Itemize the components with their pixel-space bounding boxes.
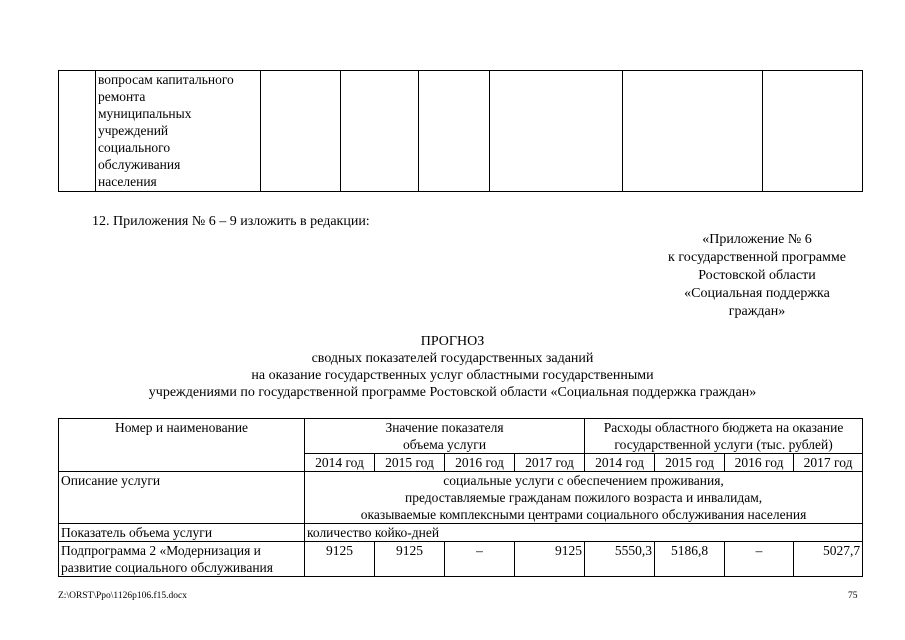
paragraph-12: 12. Приложения № 6 – 9 изложить в редакции: <box>92 214 370 229</box>
table-row <box>59 542 863 577</box>
service-desc-label: Описание услуги <box>59 472 305 524</box>
table-row <box>59 472 863 524</box>
document-heading <box>0 333 905 401</box>
service-desc <box>305 472 863 524</box>
table-cell <box>341 71 419 192</box>
subprogram-line: развитие социального обслуживания <box>61 560 273 575</box>
header-line: Расходы областного бюджета на оказание <box>603 420 844 435</box>
table-cell <box>261 71 341 192</box>
header-value <box>305 419 585 454</box>
subprogram-line: Подпрограмма 2 «Модернизация и <box>61 543 261 558</box>
value-cell: 9125 <box>305 542 375 577</box>
annex-line: к государственной программе <box>668 250 846 265</box>
table-cell <box>490 71 623 192</box>
year-cell: 2015 год <box>375 454 445 472</box>
year-cell: 2016 год <box>445 454 515 472</box>
header-expense <box>585 419 863 454</box>
year-cell: 2016 год <box>725 454 794 472</box>
year-cell: 2014 год <box>585 454 655 472</box>
table-cell <box>59 71 96 192</box>
cell-line: населения <box>98 174 157 189</box>
annex-line: «Приложение № 6 <box>702 232 812 247</box>
desc-line: предоставляемые гражданам пожилого возраста и инвалидам, <box>404 490 763 505</box>
cell-line: социального <box>98 140 171 155</box>
value-cell: – <box>445 542 515 577</box>
heading-line: учреждениями по государственной программе Ростовской области «Социальная поддержка граждан» <box>148 385 757 400</box>
header-line: Значение показателя <box>385 420 504 435</box>
annex-line: граждан» <box>728 304 786 319</box>
subprogram-label <box>59 542 305 577</box>
header-name: Номер и наименование <box>59 419 305 472</box>
value-cell: 5186,8 <box>655 542 725 577</box>
indicator-label: Показатель объема услуги <box>59 524 305 542</box>
value-cell: 5550,3 <box>585 542 655 577</box>
annex-line: «Социальная поддержка <box>684 286 830 301</box>
heading-line: сводных показателей государственных заданий <box>311 351 594 366</box>
table-row <box>59 524 863 542</box>
table-cell <box>623 71 763 192</box>
value-cell: 9125 <box>515 542 585 577</box>
page-number: 75 <box>848 591 858 601</box>
forecast-table <box>58 418 863 577</box>
footer-path: Z:\ORST\Ppo\1126p106.f15.docx <box>58 591 187 601</box>
year-cell: 2014 год <box>305 454 375 472</box>
table-cell <box>96 71 261 192</box>
heading-title: ПРОГНОЗ <box>420 334 485 349</box>
header-line: объема услуги <box>402 437 487 452</box>
cell-line: ремонта <box>98 89 146 104</box>
value-cell: 5027,7 <box>794 542 863 577</box>
table-header-row <box>59 419 863 454</box>
cell-line: муниципальных <box>98 106 192 121</box>
table-row <box>59 71 863 192</box>
annex-header <box>622 231 892 321</box>
indicator-value: количество койко-дней <box>305 524 863 542</box>
header-line: государственной услуги (тыс. рублей) <box>614 437 833 452</box>
heading-line: на оказание государственных услуг областными государственными <box>251 368 654 383</box>
desc-line: оказываемые комплексными центрами социального обслуживания населения <box>360 507 807 522</box>
continuation-table <box>58 70 863 192</box>
table-cell <box>763 71 863 192</box>
year-cell: 2015 год <box>655 454 725 472</box>
value-cell: – <box>725 542 794 577</box>
cell-line: вопросам капитального <box>98 72 234 87</box>
annex-line: Ростовской области <box>698 268 816 283</box>
value-cell: 9125 <box>375 542 445 577</box>
cell-line: обслуживания <box>98 157 181 172</box>
year-cell: 2017 год <box>794 454 863 472</box>
table-cell <box>419 71 490 192</box>
cell-line: учреждений <box>98 123 169 138</box>
year-cell: 2017 год <box>515 454 585 472</box>
desc-line: социальные услуги с обеспечением проживания, <box>443 473 724 488</box>
